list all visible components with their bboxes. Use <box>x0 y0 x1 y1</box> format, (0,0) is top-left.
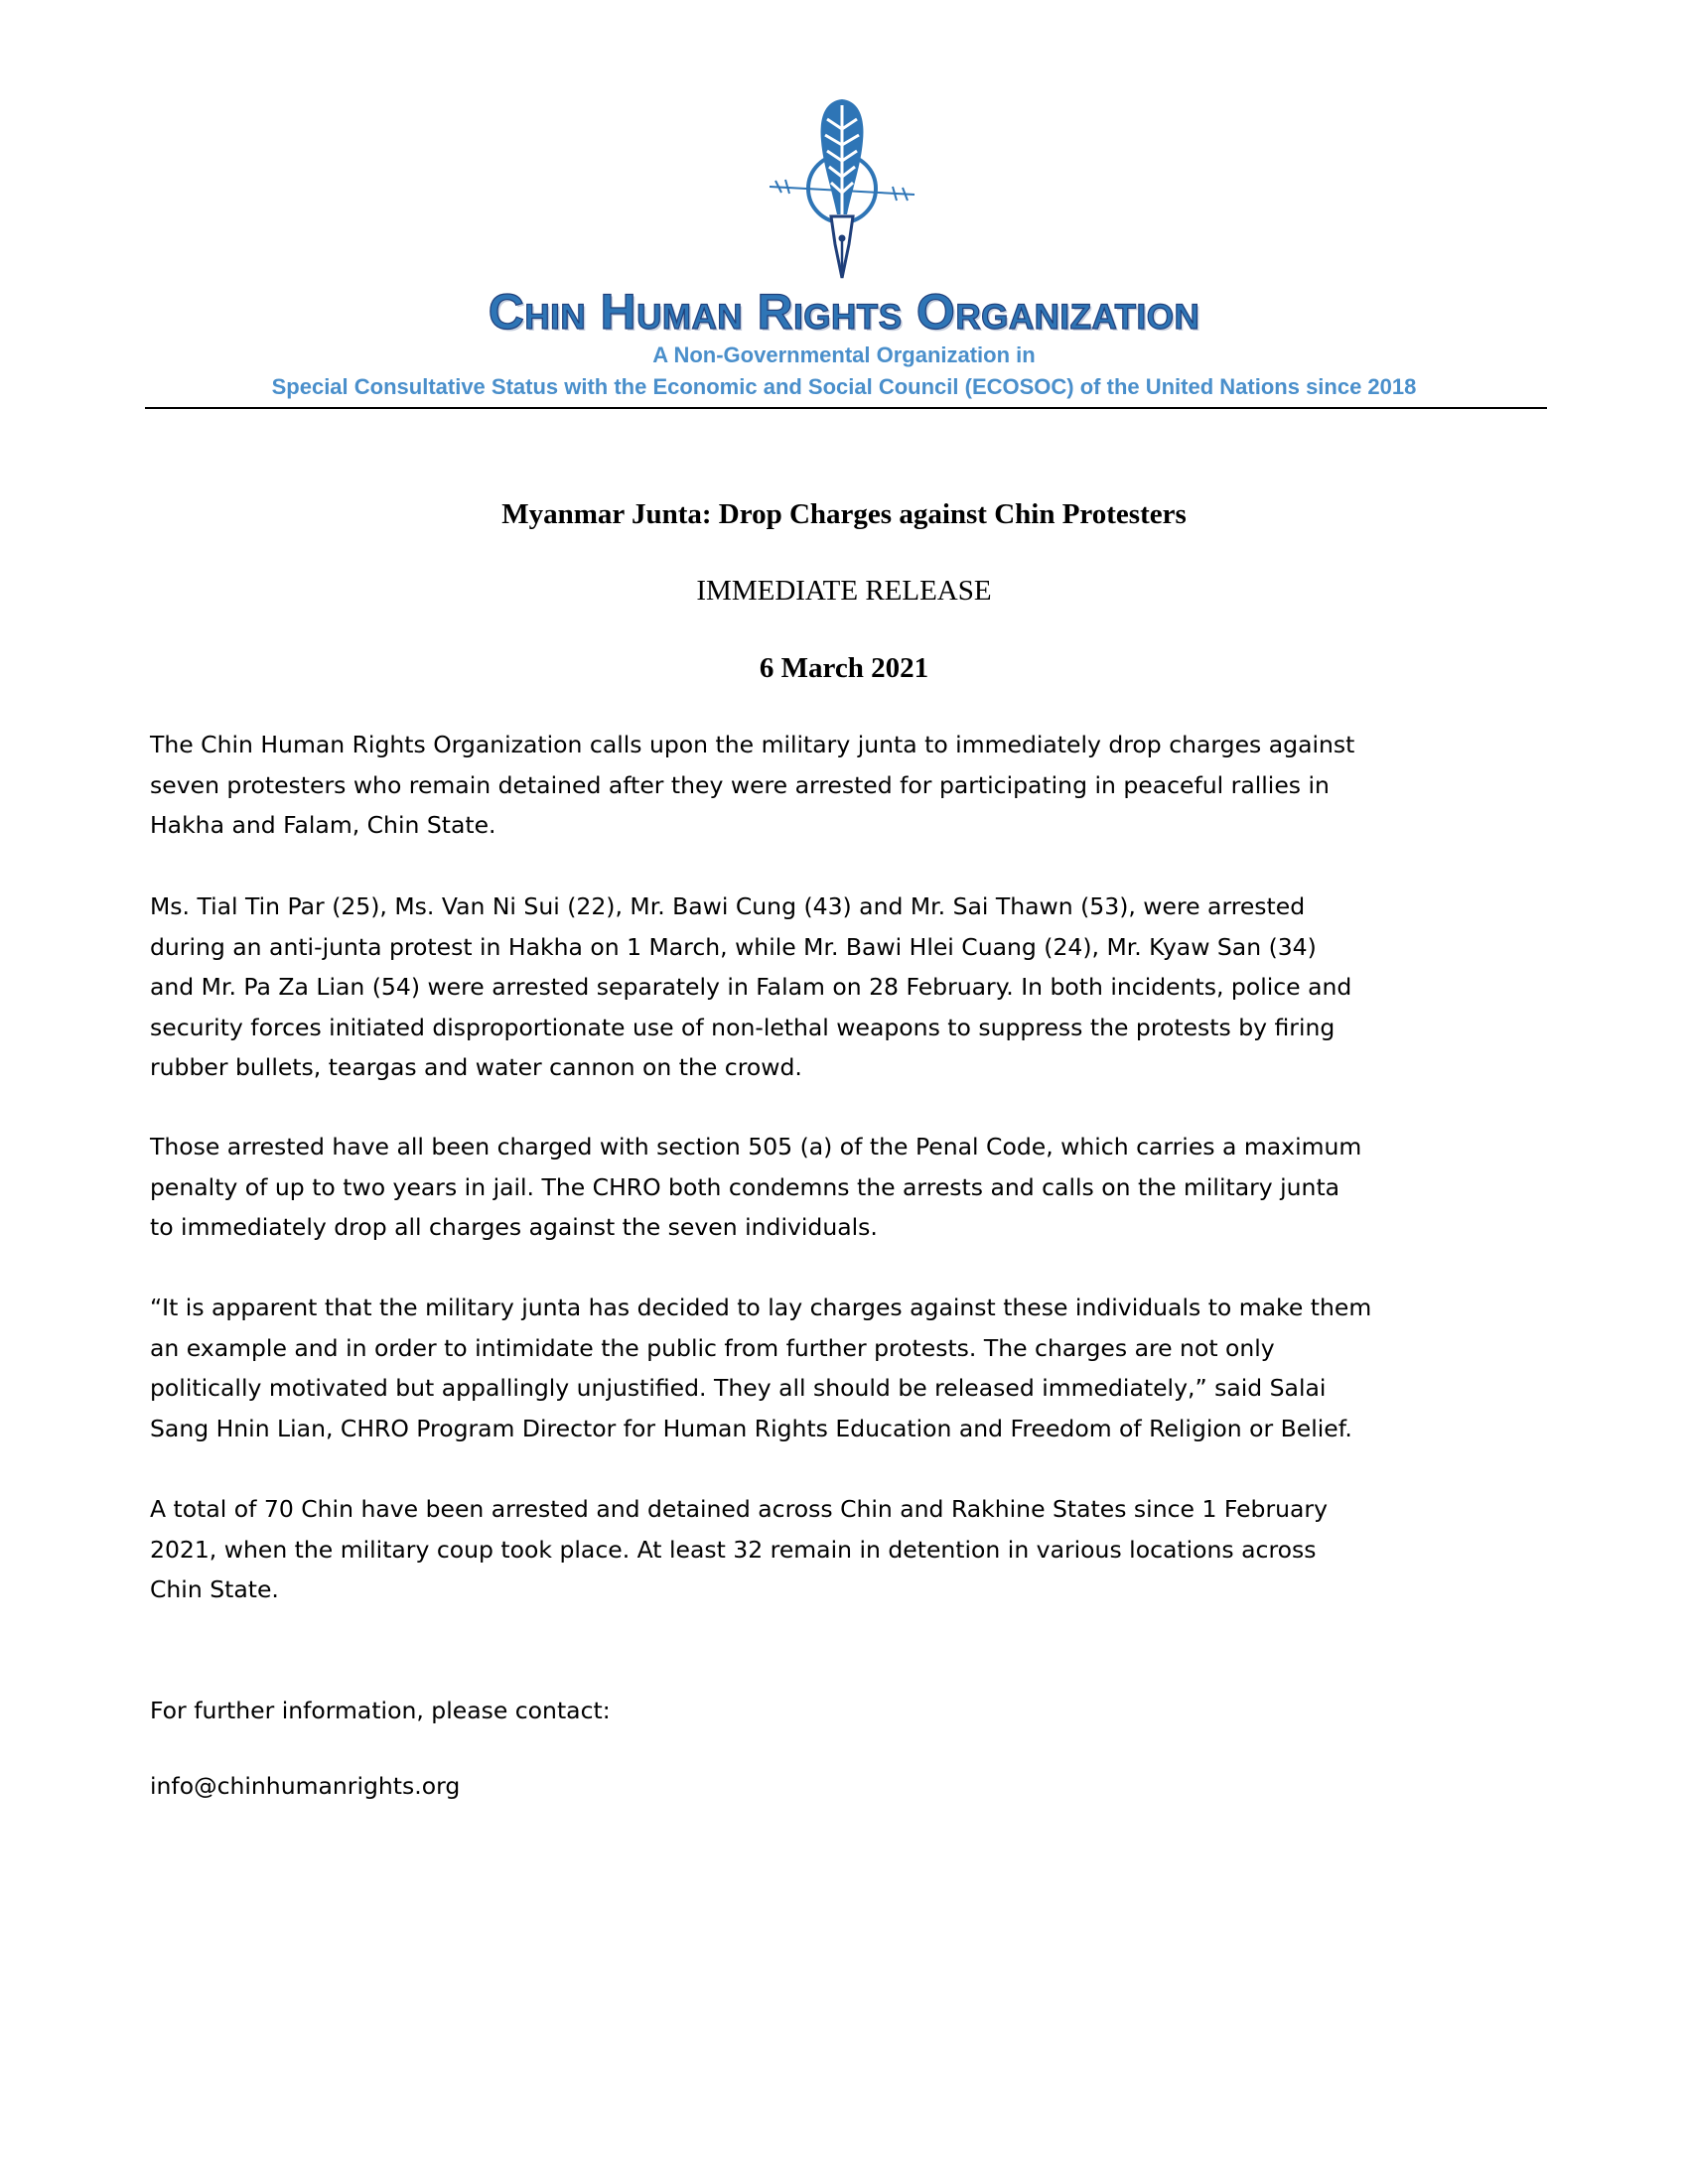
paragraph-2 <box>150 887 1550 1088</box>
paragraph-line: Sang Hnin Lian, CHRO Program Director for Human Rights Education and Freedom of Religion or Belief. <box>150 1414 1352 1442</box>
paragraph-line: rubber bullets, teargas and water cannon on the crowd. <box>150 1053 802 1081</box>
organization-name: Chin Human Rights Organization <box>488 284 1200 340</box>
paragraph-line: seven protesters who remain detained after they were arrested for participating in peaceful rallies in <box>150 770 1330 799</box>
paragraph-line: Hakha and Falam, Chin State. <box>150 811 496 839</box>
release-date: 6 March 2021 <box>759 652 929 684</box>
organization-status: Special Consultative Status with the Economic and Social Council (ECOSOC) of the United Nations since 2018 <box>271 374 1417 399</box>
contact-email[interactable] <box>150 1766 1550 1807</box>
paragraph-line: an example and in order to intimidate the public from further protests. The charges are not only <box>150 1333 1275 1362</box>
paragraph-line: “It is apparent that the military junta has decided to lay charges against these individuals to make them <box>150 1294 1372 1321</box>
feather-pen-logo-icon <box>768 95 916 284</box>
contact-prompt-text: For further information, please contact: <box>150 1697 611 1724</box>
paragraph-line: to immediately drop all charges against the seven individuals. <box>150 1213 878 1241</box>
paragraph-line: The Chin Human Rights Organization calls upon the military junta to immediately drop charges against <box>150 731 1355 758</box>
paragraph-line: and Mr. Pa Za Lian (54) were arrested separately in Falam on 28 February. In both incidents, police and <box>150 973 1352 1001</box>
organization-subtitle: A Non-Governmental Organization in <box>652 342 1036 367</box>
paragraph-line: penalty of up to two years in jail. The CHRO both condemns the arrests and calls on the military junta <box>150 1172 1340 1201</box>
paragraph-1 <box>150 725 1550 846</box>
paragraph-5 <box>150 1489 1550 1610</box>
header-divider <box>145 407 1547 409</box>
paragraph-line: Ms. Tial Tin Par (25), Ms. Van Ni Sui (22), Mr. Bawi Cung (43) and Mr. Sai Thawn (53), were arrested <box>150 892 1306 920</box>
paragraph-line: during an anti-junta protest in Hakha on 1 March, while Mr. Bawi Hlei Cuang (24), Mr. Kyaw San (34) <box>150 932 1317 961</box>
paragraph-line: security forces initiated disproportionate use of non-lethal weapons to suppress the protests by firing <box>150 1013 1336 1041</box>
paragraph-3 <box>150 1127 1550 1248</box>
paragraph-line: Chin State. <box>150 1575 279 1603</box>
paragraph-line: A total of 70 Chin have been arrested and detained across Chin and Rakhine States since 1 February <box>150 1495 1328 1523</box>
paragraph-line: politically motivated but appallingly unjustified. They all should be released immediately,” said Salai <box>150 1374 1327 1402</box>
contact-email-link[interactable]: info@chinhumanrights.org <box>150 1772 461 1800</box>
document-title: Myanmar Junta: Drop Charges against Chin Protesters <box>501 498 1187 530</box>
paragraph-4-quote <box>150 1288 1550 1448</box>
paragraph-line: 2021, when the military coup took place. At least 32 remain in detention in various locations across <box>150 1535 1317 1564</box>
paragraph-line: Those arrested have all been charged with section 505 (a) of the Penal Code, which carries a maximum <box>150 1133 1362 1160</box>
contact-prompt <box>150 1691 1550 1731</box>
release-label: IMMEDIATE RELEASE <box>696 575 992 607</box>
